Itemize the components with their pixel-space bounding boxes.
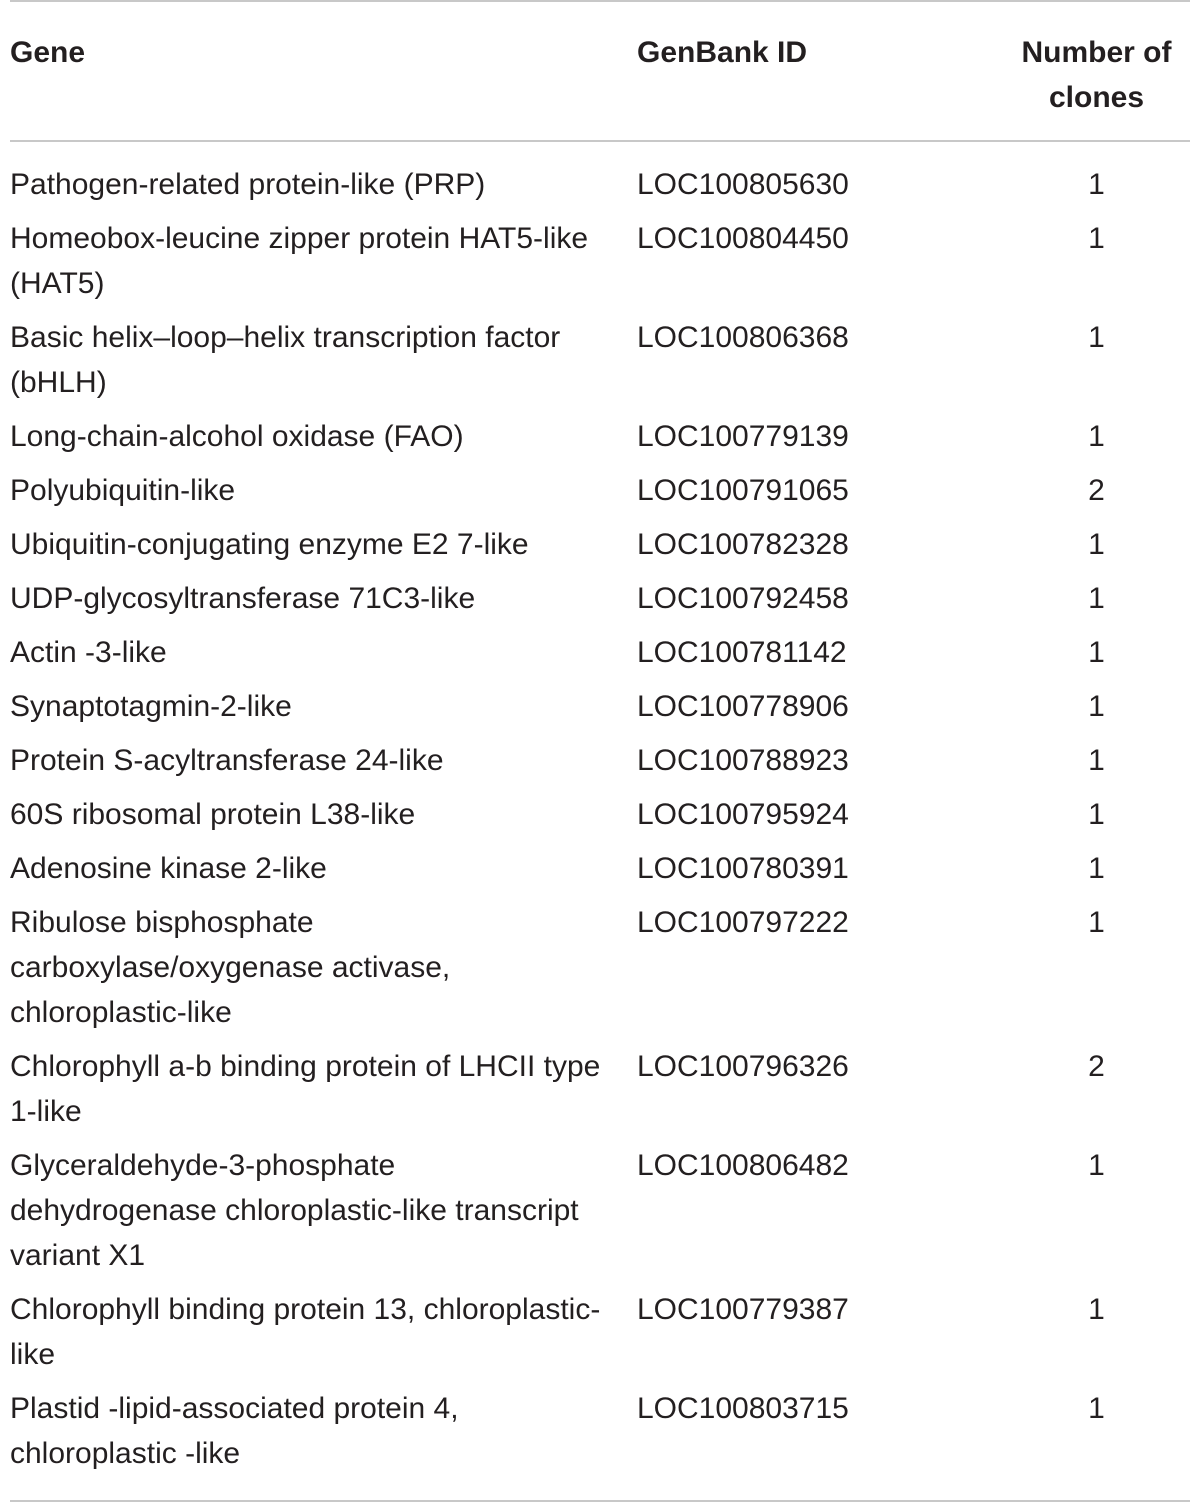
table-row: [10, 1143, 1190, 1287]
clone-count-cell: 1: [1088, 1293, 1105, 1326]
genbank-id-cell: LOC100780391: [637, 852, 849, 885]
clone-count-cell: 1: [1088, 420, 1105, 453]
gene-name-cell: UDP-glycosyltransferase 71C3-like: [10, 582, 476, 615]
gene-name-cell: Chlorophyll a-b binding protein of LHCII type 1-like: [10, 1050, 601, 1128]
gene-name-cell: Pathogen-related protein-like (PRP): [10, 168, 486, 201]
table-row: [10, 576, 1190, 630]
clone-count-cell: 1: [1088, 744, 1105, 777]
gene-name-cell: Glyceraldehyde-3-phosphate dehydrogenase chloroplastic-like transcript variant X1: [10, 1149, 579, 1272]
genbank-id-cell: LOC100791065: [637, 474, 849, 507]
table-row: [10, 1044, 1190, 1143]
table-row: [10, 216, 1190, 315]
table-row: [10, 738, 1190, 792]
table-row: [10, 522, 1190, 576]
gene-name-cell: 60S ribosomal protein L38-like: [10, 798, 416, 831]
gene-name-cell: Chlorophyll binding protein 13, chloroplastic-like: [10, 1293, 601, 1371]
genbank-id-cell: LOC100792458: [637, 582, 849, 615]
genbank-id-cell: LOC100779387: [637, 1293, 849, 1326]
gene-name-cell: Synaptotagmin-2-like: [10, 690, 292, 723]
clone-count-cell: 2: [1088, 1050, 1105, 1083]
table-row: [10, 468, 1190, 522]
header-gene: Gene: [10, 36, 86, 69]
table-body: [10, 141, 1190, 1501]
clone-count-cell: 1: [1088, 690, 1105, 723]
gene-name-cell: Basic helix–loop–helix transcription factor (bHLH): [10, 321, 561, 399]
clone-count-cell: 2: [1088, 474, 1105, 507]
genbank-id-cell: LOC100778906: [637, 690, 849, 723]
gene-table-container: [10, 0, 1200, 1502]
header-number-of-clones: Number of clones: [1021, 36, 1172, 114]
gene-name-cell: Ubiquitin-conjugating enzyme E2 7-like: [10, 528, 529, 561]
clone-count-cell: 1: [1088, 906, 1105, 939]
clone-count-cell: 1: [1088, 528, 1105, 561]
gene-table: [10, 0, 1190, 1502]
gene-name-cell: Adenosine kinase 2-like: [10, 852, 327, 885]
gene-name-cell: Ribulose bisphosphate carboxylase/oxygenase activase, chloroplastic-like: [10, 906, 451, 1029]
clone-count-cell: 1: [1088, 852, 1105, 885]
header-genbank-id: GenBank ID: [637, 36, 808, 69]
clone-count-cell: 1: [1088, 1149, 1105, 1182]
genbank-id-cell: LOC100797222: [637, 906, 849, 939]
header-row: [10, 1, 1190, 141]
gene-name-cell: Protein S-acyltransferase 24-like: [10, 744, 444, 777]
table-row: [10, 846, 1190, 900]
genbank-id-cell: LOC100795924: [637, 798, 849, 831]
clone-count-cell: 1: [1088, 636, 1105, 669]
table-header: [10, 1, 1190, 141]
table-row: [10, 792, 1190, 846]
genbank-id-cell: LOC100779139: [637, 420, 849, 453]
clone-count-cell: 1: [1088, 1392, 1105, 1425]
gene-name-cell: Homeobox-leucine zipper protein HAT5-like (HAT5): [10, 222, 589, 300]
genbank-id-cell: LOC100782328: [637, 528, 849, 561]
clone-count-cell: 1: [1088, 222, 1105, 255]
clone-count-cell: 1: [1088, 798, 1105, 831]
genbank-id-cell: LOC100806482: [637, 1149, 849, 1182]
gene-name-cell: Actin -3-like: [10, 636, 167, 669]
table-row: [10, 1287, 1190, 1386]
clone-count-cell: 1: [1088, 168, 1105, 201]
table-row: [10, 141, 1190, 216]
genbank-id-cell: LOC100796326: [637, 1050, 849, 1083]
genbank-id-cell: LOC100781142: [637, 636, 847, 669]
gene-name-cell: Polyubiquitin-like: [10, 474, 236, 507]
table-row: [10, 315, 1190, 414]
genbank-id-cell: LOC100803715: [637, 1392, 849, 1425]
table-row: [10, 414, 1190, 468]
table-row: [10, 684, 1190, 738]
gene-name-cell: Plastid -lipid-associated protein 4, chloroplastic -like: [10, 1392, 459, 1470]
genbank-id-cell: LOC100805630: [637, 168, 849, 201]
table-row: [10, 900, 1190, 1044]
clone-count-cell: 1: [1088, 582, 1105, 615]
table-row: [10, 630, 1190, 684]
clone-count-cell: 1: [1088, 321, 1105, 354]
genbank-id-cell: LOC100806368: [637, 321, 849, 354]
table-row: [10, 1386, 1190, 1501]
genbank-id-cell: LOC100788923: [637, 744, 849, 777]
genbank-id-cell: LOC100804450: [637, 222, 849, 255]
gene-name-cell: Long-chain-alcohol oxidase (FAO): [10, 420, 464, 453]
